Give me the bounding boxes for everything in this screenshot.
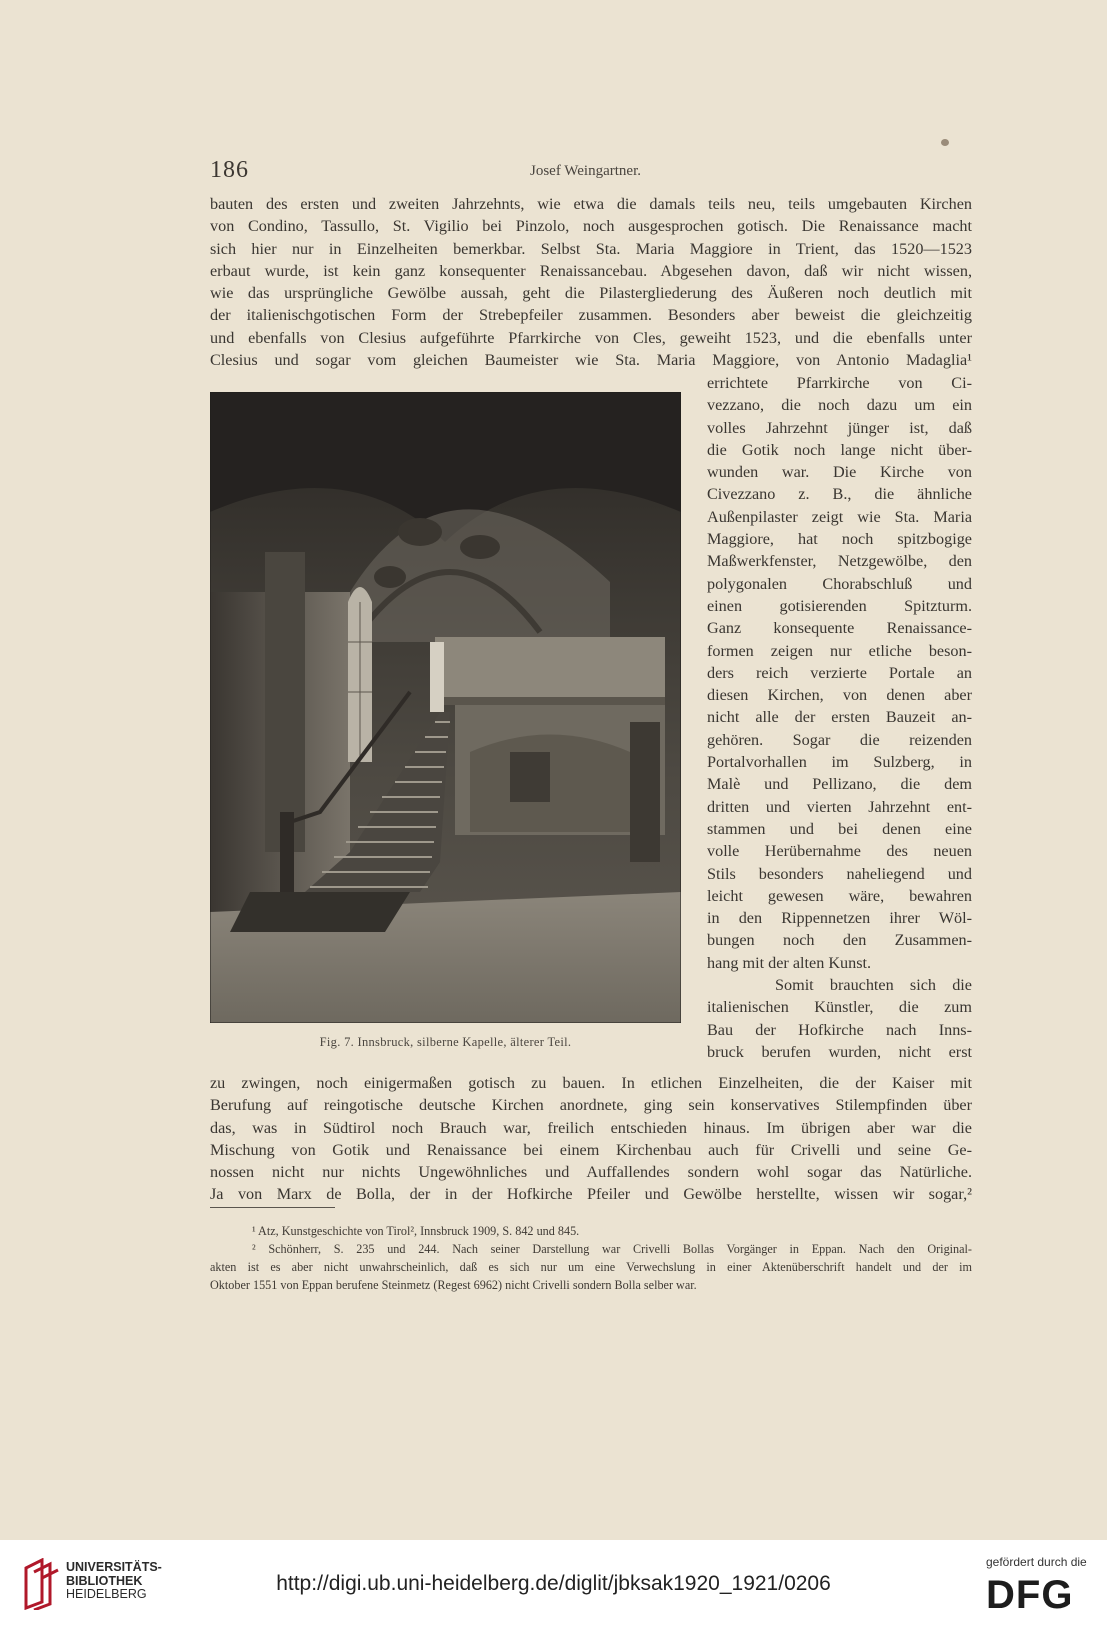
text-line: erbaut wurde, ist kein ganz konsequenter Renaissancebau. Abgesehen davon, daß wir nicht wissen, <box>210 261 972 280</box>
text-line: Mischung von Gotik und Renaissance bei einem Kirchenbau auch für Crivelli und seine Ge- <box>210 1140 972 1159</box>
text-line: sich hier nur in Einzelheiten bemerkbar. Selbst Sta. Maria Maggiore in Trient, das 1520—1523 <box>210 239 972 258</box>
text-line: nicht alle der ersten Bauzeit an- <box>707 708 972 727</box>
footnotes <box>210 1222 972 1294</box>
page-header <box>210 157 972 187</box>
text-line: zu zwingen, noch einigermaßen gotisch zu bauen. In etlichen Einzelheiten, die der Kaiser mit <box>210 1074 972 1092</box>
footnote-2: ² Schönherr, S. 235 und 244. Nach seiner Darstellung war Crivelli Bollas Vorgänger in Eppan. Nach den Original- <box>252 1242 972 1256</box>
library-line: UNIVERSITÄTS- <box>66 1560 162 1574</box>
text-line: bruck berufen wurden, nicht erst <box>707 1042 972 1061</box>
library-line: BIBLIOTHEK <box>66 1573 143 1588</box>
figure-caption: Fig. 7. Innsbruck, silberne Kapelle, älterer Teil. <box>319 1035 572 1049</box>
text-line: bauten des ersten und zweiten Jahrzehnts, wie etwa die damals teils neu, teils umgebauten Kirchen <box>210 195 972 213</box>
text-line: Civezzano z. B., die ähnliche <box>707 485 972 504</box>
text-line: das, was in Südtirol noch Brauch war, freilich entschieden hinaus. Im übrigen aber war die <box>210 1118 972 1137</box>
text-line: leicht gewesen wäre, bewahren <box>707 886 972 905</box>
running-head: Josef Weingartner. <box>530 163 641 179</box>
text-line: Ja von Marx de Bolla, der in der Hofkirche Pfeiler und Gewölbe herstellte, wissen wir sogar,² <box>210 1185 972 1204</box>
text-line: nossen nicht nur nichts Ungewöhnliches und Auffallendes sondern wohl sogar das Natürliche. <box>210 1163 972 1182</box>
text-line: volles Jahrzehnt jünger ist, daß <box>707 418 972 437</box>
dfg-logo: DFG <box>986 1573 1074 1617</box>
text-line: Clesius und sogar vom gleichen Baumeister wie Sta. Maria Maggiore, von Antonio Madaglia¹ <box>210 351 972 370</box>
text-line: wunden war. Die Kirche von <box>707 463 972 482</box>
text-line: und ebenfalls von Clesius aufgeführte Pfarrkirche von Cles, geweiht 1523, und die ebenfalls unter <box>210 328 972 347</box>
page-number: 186 <box>210 157 249 183</box>
text-line: errichtete Pfarrkirche von Ci- <box>707 374 972 392</box>
bottom-paragraph <box>210 1072 972 1206</box>
text-line: diesen Kirchen, von denen aber <box>707 686 972 705</box>
chapel-interior-photo <box>210 392 681 1023</box>
text-line: Außenpilaster zeigt wie Sta. Maria <box>707 507 972 526</box>
text-line: hang mit der alten Kunst. <box>707 953 872 972</box>
text-line: einen gotisierenden Spitzturm. <box>707 596 972 615</box>
text-line: bungen noch den Zusammen- <box>707 931 972 950</box>
permalink-url[interactable]: http://digi.ub.uni-heidelberg.de/diglit/jbksak1920_1921/0206 <box>276 1572 831 1595</box>
text-line: italienischen Künstler, die zum <box>707 998 972 1017</box>
text-line: vezzano, die noch dazu um ein <box>707 396 972 415</box>
viewer-footer <box>0 1540 1107 1626</box>
side-column-text <box>707 372 972 1063</box>
ink-speck <box>941 139 949 146</box>
text-line: wie das ursprüngliche Gewölbe aussah, geht die Pilastergliederung des Äußeren noch deutlich mit <box>210 284 972 303</box>
text-line: stammen und bei denen eine <box>707 819 972 838</box>
text-line: volle Herübernahme des neuen <box>707 842 972 861</box>
text-line: von Condino, Tassullo, St. Vigilio bei Pinzolo, noch ausgesprochen gotisch. Die Renaissance macht <box>210 217 972 236</box>
library-line: HEIDELBERG <box>66 1587 147 1601</box>
footnote-2-end: Oktober 1551 von Eppan berufene Steinmetz (Regest 6962) nicht Crivelli sondern Bolla selber war. <box>210 1278 697 1292</box>
text-line: Berufung auf reingotische deutsche Kirchen anordnete, ging sein konservatives Stilempfinden über <box>210 1096 972 1115</box>
figure-photo-chapel-staircase <box>210 392 681 1023</box>
text-line: formen zeigen nur etliche beson- <box>707 641 972 660</box>
text-line: in den Rippennetzen ihrer Wöl- <box>707 909 972 928</box>
text-line: ders reich verzierte Portale an <box>707 663 972 682</box>
footnote-divider <box>210 1207 335 1208</box>
text-line: Portalvorhallen im Sulzberg, in <box>707 753 972 772</box>
text-line: Bau der Hofkirche nach Inns- <box>707 1020 972 1039</box>
text-line: gehören. Sogar die reizenden <box>707 730 972 749</box>
text-line: Malè und Pellizano, die dem <box>707 775 972 794</box>
text-line: die Gotik noch lange nicht über- <box>707 440 972 459</box>
text-line: Somit brauchten sich die <box>775 976 972 995</box>
footnote-2-cont: akten ist es aber nicht unwahrscheinlich, daß es sich nur um eine Verwechslung in einer Aktenüberschrift handelt und der im <box>210 1260 972 1274</box>
footnote-1: ¹ Atz, Kunstgeschichte von Tirol², Innsbruck 1909, S. 842 und 845. <box>252 1224 580 1238</box>
text-line: Stils besonders naheliegend und <box>707 864 972 883</box>
text-line: der italienischgotischen Form der Strebepfeiler zusammen. Besonders aber beweist die gleichzeitig <box>210 306 972 325</box>
text-line: Maßwerkfenster, Netzgewölbe, den <box>707 552 972 571</box>
text-line: dritten und vierten Jahrzehnt ent- <box>707 797 972 816</box>
text-line: Maggiore, hat noch spitzbogige <box>707 530 972 549</box>
text-line: polygonalen Chorabschluß und <box>707 574 972 593</box>
top-paragraph <box>210 193 972 371</box>
funding-label: gefördert durch die <box>986 1555 1087 1569</box>
text-line: Ganz konsequente Renaissance- <box>707 619 972 638</box>
